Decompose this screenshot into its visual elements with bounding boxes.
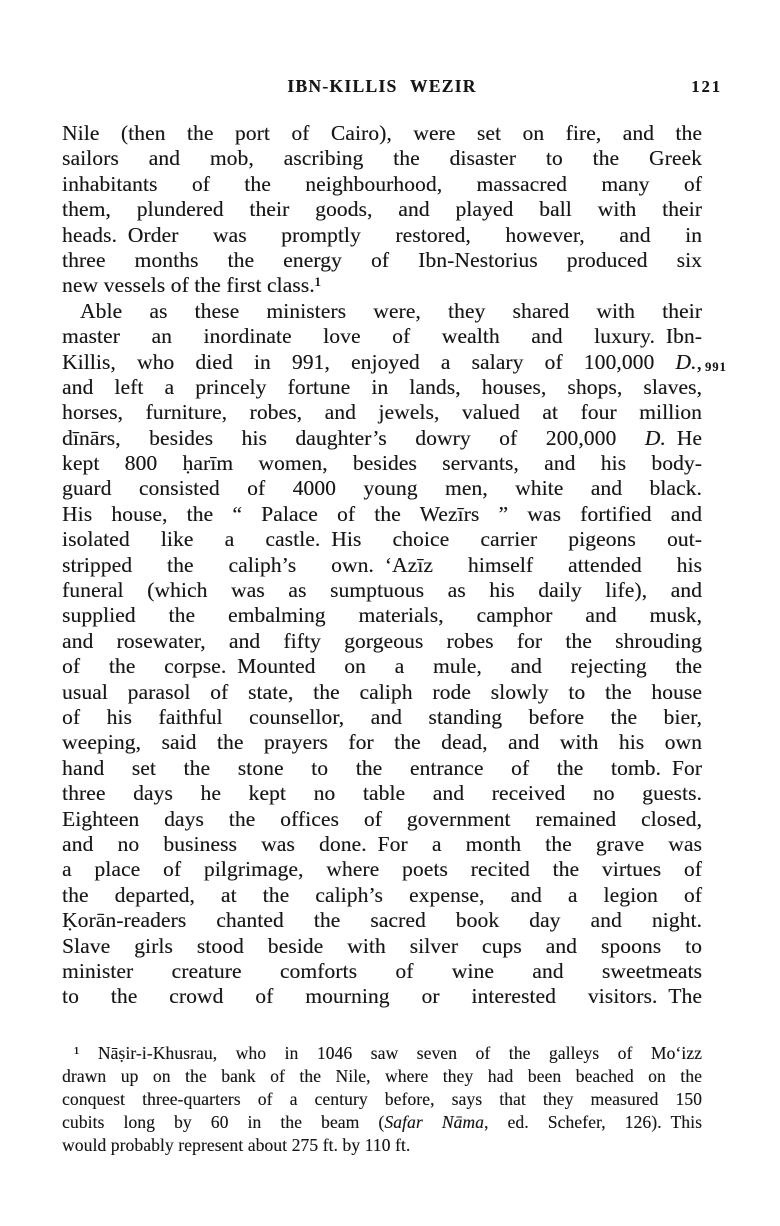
text-line: to the crowd of mourning or interested visitors. The [62, 984, 702, 1009]
text-line: the departed, at the caliph’s expense, and a legion of [62, 882, 702, 907]
text-line: Able as these ministers were, they shared with their [80, 298, 702, 323]
text-line: three months the energy of Ibn-Nestorius produced six [62, 247, 702, 272]
text-line: them, plundered their goods, and played ball with their [62, 197, 702, 222]
text-line: and no business was done. For a month the grave was [62, 831, 702, 856]
text-line: horses, furniture, robes, and jewels, valued at four million [62, 400, 702, 425]
text-line: Nile (then the port of Cairo), were set on fire, and the [62, 121, 702, 145]
text-line: of the corpse. Mounted on a mule, and rejecting the [62, 654, 702, 679]
footnote-line: ¹ Nāṣir-i-Khusrau, who in 1046 saw seven of the galleys of Mo‘izz [74, 1043, 702, 1063]
text-line: funeral (which was as sumptuous as his daily life), and [62, 578, 702, 603]
text-line: His house, the “ Palace of the Wezīrs ” was fortified and [62, 501, 702, 526]
page-number: 121 [691, 77, 722, 96]
text-segment: Killis, who died in 991, enjoyed a salary of 100,000 [62, 349, 676, 374]
text-segment-italic: D. [644, 425, 666, 450]
text-line: and rosewater, and fifty gorgeous robes for the shrouding [62, 628, 702, 653]
text-line: guard consisted of 4000 young men, white and black. [62, 476, 702, 501]
text-line: hand set the stone to the entrance of the tomb. For [62, 755, 702, 780]
text-segment: , [696, 349, 702, 374]
text-line: isolated like a castle. His choice carrier pigeons out- [62, 527, 702, 552]
text-segment: , ed. Schefer, 126). This [483, 1112, 702, 1132]
text-line: Ḳorān-readers chanted the sacred book day and night. [62, 908, 702, 933]
text-segment: dīnārs, besides his daughter’s dowry of 200,000 [62, 425, 645, 450]
text-line: weeping, said the prayers for the dead, and with his own [62, 730, 702, 755]
text-segment-italic: Safar Nāma [384, 1112, 484, 1132]
footnote-line: conquest three-quarters of a century before, says that they measured 150 [62, 1089, 702, 1109]
text-segment: He [665, 425, 702, 450]
running-title: IBN-KILLIS WEZIR [287, 76, 477, 96]
text-segment: cubits long by 60 in the beam ( [62, 1112, 385, 1132]
margin-note-year: 991 [705, 360, 727, 374]
footnote-line: would probably represent about 275 ft. by 110 ft. [62, 1135, 411, 1155]
text-segment-italic: D. [675, 349, 697, 374]
text-line: of his faithful counsellor, and standing before the bier, [62, 704, 702, 729]
body-text [62, 121, 702, 1010]
text-line: Eighteen days the offices of government remained closed, [62, 806, 702, 831]
text-line: new vessels of the first class.¹ [62, 273, 322, 298]
text-line: stripped the caliph’s own. ‘Azīz himself attended his [62, 552, 702, 577]
text-line: and left a princely fortune in lands, houses, shops, slaves, [62, 374, 702, 399]
text-line: Slave girls stood beside with silver cups and spoons to [62, 933, 702, 958]
footnote [62, 1042, 702, 1157]
text-line [62, 426, 702, 451]
page-header [62, 76, 722, 98]
text-line: inhabitants of the neighbourhood, massacred many of [62, 171, 702, 196]
text-line [62, 350, 702, 375]
text-line: minister creature comforts of wine and sweetmeats [62, 958, 702, 983]
text-line: master an inordinate love of wealth and luxury. Ibn- [62, 324, 702, 349]
text-line: sailors and mob, ascribing the disaster to the Greek [62, 146, 702, 171]
footnote-line [62, 1111, 702, 1134]
text-line: heads. Order was promptly restored, however, and in [62, 222, 702, 247]
text-line: kept 800 ḥarīm women, besides servants, and his body- [62, 451, 702, 476]
text-line: three days he kept no table and received no guests. [62, 781, 702, 806]
text-line: a place of pilgrimage, where poets recited the virtues of [62, 857, 702, 882]
text-line: usual parasol of state, the caliph rode slowly to the house [62, 679, 702, 704]
text-line: supplied the embalming materials, camphor and musk, [62, 603, 702, 628]
footnote-line: drawn up on the bank of the Nile, where they had been beached on the [62, 1066, 702, 1086]
